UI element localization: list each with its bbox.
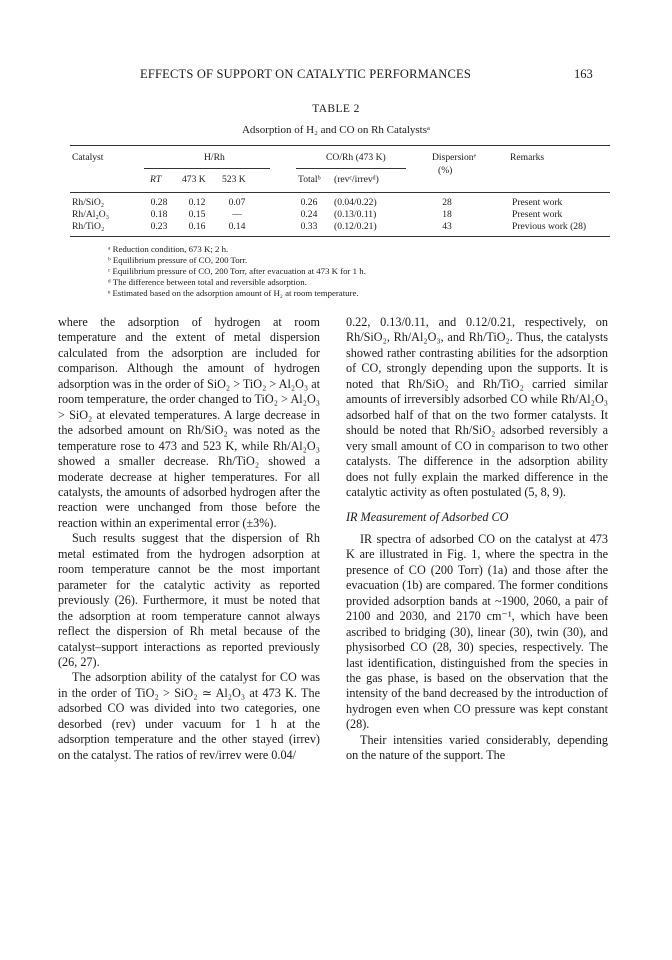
table-top-rule xyxy=(70,145,610,146)
header-catalyst: Catalyst xyxy=(72,152,104,163)
header-dispersion: Dispersionᵉ xyxy=(432,152,477,163)
table-label: TABLE 2 xyxy=(312,103,360,115)
cell-rev-irrev: (0.13/0.11) xyxy=(334,209,377,220)
cell-remarks: Present work xyxy=(512,197,563,208)
cell-dispersion: 28 xyxy=(442,197,452,208)
cell-523k: 0.07 xyxy=(228,197,246,208)
right-column xyxy=(346,315,608,764)
cell-473k: 0.12 xyxy=(188,197,206,208)
left-paragraph-1: where the adsorption of hydrogen at room temperature and the extent of metal dispersion calculated from the adsorption are included for comparison. Although the amount of hydrogen adsorption was in the order of SiO₂ > TiO₂ > Al₂O₃ at room temperature, the order changed to TiO₂ > Al₂O₃ > SiO₂ at elevated temperatures. A large decrease in the adsorbed amount on Rh/SiO₂ was noted as the temperature rose to 473 and 523 K, while Rh/Al₂O₃ showed a smaller decrease. Rh/TiO₂ showed a moderate decrease at higher temperatures. For all catalysts, the amounts of adsorbed hydrogen after the reaction were unchanged from those before the reaction within an experimental error (±3%). xyxy=(58,315,320,530)
left-paragraph-2: Such results suggest that the dispersion of Rh metal estimated from the hydrogen adsorption at room temperature cannot be the most important parameter for the catalytic activity as reported previously (26). Furthermore, it must be noted that the adsorption at room temperature cannot always reflect the dispersion of Rh metal because of the catalyst–support interactions as reported previously (26, 27). xyxy=(58,531,320,669)
footnote-e: ᵉ Estimated based on the adsorption amount of H₂ at room temperature. xyxy=(108,288,359,298)
header-remarks: Remarks xyxy=(510,152,545,163)
footnote-b: ᵇ Equilibrium pressure of CO, 200 Torr. xyxy=(108,255,248,265)
co-rh-span-rule xyxy=(296,168,406,169)
cell-rt: 0.28 xyxy=(150,197,168,208)
cell-rt: 0.23 xyxy=(150,221,168,232)
cell-rev-irrev: (0.12/0.21) xyxy=(334,221,377,232)
cell-523k: 0.14 xyxy=(228,221,246,232)
cell-catalyst: Rh/Al₂O₃ xyxy=(72,209,110,220)
cell-remarks: Present work xyxy=(512,209,563,220)
table-caption: Adsorption of H₂ and CO on Rh Catalystsᵃ xyxy=(241,124,431,136)
page-number: 163 xyxy=(574,67,593,81)
running-head-title: EFFECTS OF SUPPORT ON CATALYTIC PERFORMANCES xyxy=(140,67,471,81)
cell-rev-irrev: (0.04/0.22) xyxy=(334,197,377,208)
cell-523k: — xyxy=(232,209,242,220)
cell-total: 0.24 xyxy=(300,209,318,220)
header-523k: 523 K xyxy=(222,174,246,185)
cell-remarks: Previous work (28) xyxy=(512,221,587,232)
cell-473k: 0.16 xyxy=(188,221,206,232)
cell-catalyst: Rh/SiO₂ xyxy=(72,197,105,208)
header-total: Totalᵇ xyxy=(298,174,321,185)
cell-total: 0.33 xyxy=(300,221,318,232)
cell-catalyst: Rh/TiO₂ xyxy=(72,221,105,232)
header-h-rh: H/Rh xyxy=(204,152,225,163)
table-bottom-rule xyxy=(70,236,610,237)
right-paragraph-2: IR spectra of adsorbed CO on the catalyst at 473 K are illustrated in Fig. 1, where the spectra in the presence of CO (200 Torr) (1a) and those after the evacuation (1b) are compared. The former conditions provided adsorption bands at ~1900, 2060, a pair of 2100 and 2030, and 2170 cm⁻¹, which have been ascribed to bridging (30), linear (30), twin (30), and physisorbed CO (28, 30) species, respectively. The last identification, distinguished from the species in the gas phase, is based on the observation that the intensity of the band decreased by the introduction of hydrogen even when CO pressure was kept constant (28). xyxy=(346,531,608,732)
header-473k: 473 K xyxy=(182,174,206,185)
footnote-a: ᵃ Reduction condition, 673 K; 2 h. xyxy=(108,244,229,254)
running-head xyxy=(0,67,672,83)
cell-total: 0.26 xyxy=(300,197,318,208)
footnote-d: ᵈ The difference between total and reversible adsorption. xyxy=(108,277,307,287)
h-rh-span-rule xyxy=(144,168,270,169)
cell-dispersion: 18 xyxy=(442,209,452,220)
header-co-rh: CO/Rh (473 K) xyxy=(326,152,386,163)
header-rev-irrev: (revᶜ/irrevᵈ) xyxy=(334,174,379,185)
table-header-rule xyxy=(70,192,610,193)
section-heading: IR Measurement of Adsorbed CO xyxy=(346,510,509,525)
header-dispersion-unit: (%) xyxy=(438,165,453,176)
cell-rt: 0.18 xyxy=(150,209,168,220)
cell-dispersion: 43 xyxy=(442,221,452,232)
footnote-c: ᶜ Equilibrium pressure of CO, 200 Torr, after evacuation at 473 K for 1 h. xyxy=(108,266,366,276)
header-rt: RT xyxy=(150,174,162,185)
right-paragraph-1: 0.22, 0.13/0.11, and 0.12/0.21, respectively, on Rh/SiO₂, Rh/Al₂O₃, and Rh/TiO₂. Thus, the catalysts showed rather contrasting abilities for the adsorption of CO, strongly depending upon the supports. It is noted that Rh/SiO₂ and Rh/TiO₂ carried similar amounts of irreversibly adsorbed CO while Rh/Al₂O₃ adsorbed half of that on the two former catalysts. It should be noted that Rh/SiO₂ adsorbed reversibly a very small amount of CO in comparison to two other catalysts. The difference in the adsorption ability does not fully explain the marked difference in the catalytic activity as often postulated (5, 8, 9). xyxy=(346,315,608,499)
cell-473k: 0.15 xyxy=(188,209,206,220)
left-paragraph-3: The adsorption ability of the catalyst for CO was in the order of TiO₂ > SiO₂ ≃ Al₂O₃ at 473 K. The adsorbed CO was divided into two categories, one desorbed (rev) under vacuum for 1 h at the adsorption temperature and the other stayed (irrev) on the catalyst. The ratios of rev/irrev were 0.04/ xyxy=(58,670,320,762)
left-column xyxy=(58,315,320,763)
right-paragraph-3: Their intensities varied considerably, depending on the nature of the support. The xyxy=(346,732,608,763)
